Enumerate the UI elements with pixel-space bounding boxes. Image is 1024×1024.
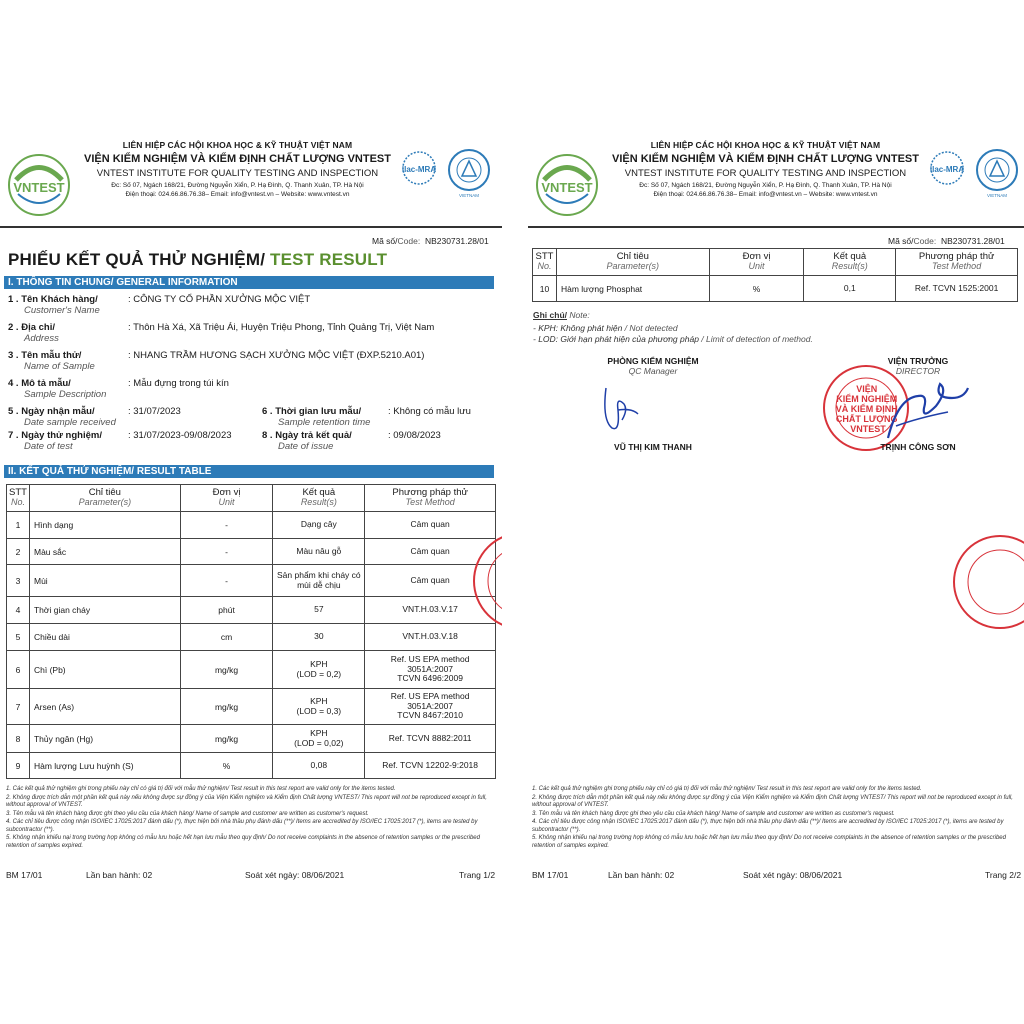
table-row: 5 Chiều dài cm 30 VNT.H.03.V.18 [7,624,496,651]
vntest-logo-icon [532,150,602,220]
info-label-en: Address [24,333,59,344]
issue-number: Lần ban hành: 02 [608,870,675,880]
table-row: 4 Thời gian cháy phút 57 VNT.H.03.V.17 [7,597,496,624]
table-row: 1 Hình dạng - Dạng cây Cảm quan [7,512,496,539]
footnote: 2. Không được trích dẫn một phần kết quả này nếu không được sự đồng ý của Viện Kiểm nghiệm và Kiểm định Chất lượng VNTEST/ This report will not be reproduced except in full, without approval of VNTEST. [6,794,487,808]
boa-accreditation-logo-icon [444,148,494,200]
table-header-row [7,485,496,512]
info-item: 8 . Ngày trả kết quả/ : 09/08/2023 Date of issue [262,430,502,452]
column-header: Phương pháp thử Test Method [365,485,496,512]
logo-text: VNTEST [541,180,593,195]
ilac-text: ilac-MRA [401,165,437,174]
director-name: TRỊNH CÔNG SƠN [880,442,956,452]
section-general-info: I. THÔNG TIN CHUNG/ GENERAL INFORMATION [4,276,494,289]
info-value: : 31/07/2023-09/08/2023 [128,430,232,441]
info-value: : CÔNG TY CỔ PHẦN XƯỞNG MỘC VIỆT [128,294,311,305]
footnote: 3. Tên mẫu và tên khách hàng được ghi theo yêu cầu của khách hàng/ Name of sample and customer are written as customer's request. [6,810,369,817]
federation-name: LIÊN HIỆP CÁC HỘI KHOA HỌC & KỸ THUẬT VIỆT NAM [650,140,881,150]
column-header: Chỉ tiêu Parameter(s) [29,485,180,512]
result-table-continued [532,248,1018,302]
form-number: BM 17/01 [6,870,43,880]
boa-accreditation-logo-icon [972,148,1022,200]
director-title: VIỆN TRƯỞNG [887,356,949,366]
issue-number: Lần ban hành: 02 [86,870,153,880]
footnote: 5. Không nhận khiếu nại trong trường hợp không có mẫu lưu hoặc hết hạn lưu mẫu theo quy định/ Do not receive complaints in the absence of retention samples or the prescribed retention of samples expired. [6,835,480,849]
table-row: 3 Mùi - Sản phẩm khi cháy có mùi dễ chịu Cảm quan [7,565,496,597]
logo-text: VNTEST [13,180,65,195]
footnotes [532,786,1020,851]
table-row: 10 Hàm lượng Phosphat % 0,1 Ref. TCVN 1525:2001 [533,276,1018,302]
table-row: 2 Màu sắc - Màu nâu gỗ Cảm quan [7,539,496,565]
ilac-mra-logo-icon [398,150,440,194]
table-row: 7 Arsen (As) mg/kg KPH (LOD = 0,3) Ref. US EPA method 3051A:2007 TCVN 8467:2010 [7,689,496,725]
column-header: STT No. [7,485,30,512]
review-date: Soát xét ngày: 08/06/2021 [245,870,345,880]
report-code: Mã số/Code: NB230731.28/01 [372,236,489,246]
info-label-en: Name of Sample [24,361,95,372]
footnote: 5. Không nhận khiếu nại trong trường hợp không có mẫu lưu hoặc hết hạn lưu mẫu theo quy định/ Do not receive complaints in the absence of retention samples or the prescribed retention of samples expired. [532,835,1006,849]
footnote: 2. Không được trích dẫn một phần kết quả này nếu không được sự đồng ý của Viện Kiểm nghiệm và Kiểm định Chất lượng VNTEST/ This report will not be reproduced except in full, without approval of VNTEST. [532,794,1013,808]
column-header: Đơn vị Unit [180,485,273,512]
boa-sub: VIETNAM [458,193,480,198]
report-page-1 [0,128,502,884]
info-item: 7 . Ngày thử nghiệm/ : 31/07/2023-09/08/2023 Date of test [8,430,258,452]
header-divider [0,226,502,228]
institute-address: Đc: Số 07, Ngách 168/21, Đường Nguyễn Xiển, P. Hạ Đình, Q. Thanh Xuân, TP. Hà Nội [639,182,892,189]
info-item: 1 . Tên Khách hàng/ : CÔNG TY CỔ PHẦN XƯỞNG MỘC VIỆT Customer's Name [8,294,498,316]
info-value: : Không có mẫu lưu [388,406,471,417]
info-item: 5 . Ngày nhận mẫu/ : 31/07/2023 Date sample received [8,406,258,428]
info-label-en: Date sample received [24,417,116,428]
institute-name-en: VNTEST INSTITUTE FOR QUALITY TESTING AND INSPECTION [624,168,907,179]
report-page-2 [528,128,1024,884]
info-value: : 31/07/2023 [128,406,181,417]
svg-text:VIỆN KIỂM NGHIỆM V: VIỆN KIỂM NGHIỆM VÀ KIỂM ĐỊNH CHẤT LƯỢNG VNTEST [835,384,898,434]
institute-name: VIỆN KIỂM NGHIỆM VÀ KIỂM ĐỊNH CHẤT LƯỢNG VNTEST [84,153,391,165]
ilac-mra-logo-icon [926,150,968,194]
column-header: Kết quả Result(s) [273,485,365,512]
table-row: 9 Hàm lượng Lưu huỳnh (S) % 0,08 Ref. TCVN 12202-9:2018 [7,753,496,779]
table-header-row [533,249,1018,276]
letterhead [0,128,502,228]
table-row: 6 Chì (Pb) mg/kg KPH (LOD = 0,2) Ref. US EPA method 3051A:2007 TCVN 6496:2009 [7,651,496,689]
institute-name: VIỆN KIỂM NGHIỆM VÀ KIỂM ĐỊNH CHẤT LƯỢNG VNTEST [612,153,919,165]
table-row: 8 Thủy ngân (Hg) mg/kg KPH (LOD = 0,02) Ref. TCVN 8882:2011 [7,725,496,753]
info-value: : Thôn Hà Xá, Xã Triệu Ái, Huyện Triệu Phong, Tỉnh Quảng Trị, Việt Nam [128,322,435,333]
letterhead [528,128,1024,228]
info-item: 2 . Địa chỉ/ : Thôn Hà Xá, Xã Triệu Ái, Huyện Triệu Phong, Tỉnh Quảng Trị, Việt Nam Address [8,322,498,344]
footnote: 4. Các chỉ tiêu được công nhận ISO/IEC 17025:2017 đánh dấu (*), thực hiện bởi nhà thầu phụ đánh dấu (**)/ Items are accredited by ISO/IEC 17025:2017 (*), items are tested by subcontractor (**). [6,819,478,833]
qc-signature-icon [598,380,648,440]
partial-stamp-edge-icon [470,526,502,636]
column-header: Chỉ tiêu Parameter(s) [556,249,709,276]
director-signature-icon [878,368,978,448]
form-number: BM 17/01 [532,870,569,880]
footnote: 1. Các kết quả thử nghiệm ghi trong phiếu này chỉ có giá trị đối với mẫu thử nghiệm/ Test result in this test report are valid only for the items tested. [6,786,396,792]
info-label-en: Date of issue [278,441,334,452]
info-value: : 09/08/2023 [388,430,441,441]
footnote: 3. Tên mẫu và tên khách hàng được ghi theo yêu cầu của khách hàng/ Name of sample and customer are written as customer's request. [532,810,895,817]
info-value: : NHANG TRẦM HƯƠNG SẠCH XƯỞNG MỘC VIỆT (ĐXP.5210.A01) [128,350,425,361]
page-number: Trang 2/2 [985,870,1022,880]
qc-subtitle: QC Manager [628,366,678,376]
footnote: 1. Các kết quả thử nghiệm ghi trong phiếu này chỉ có giá trị đối với mẫu thử nghiệm/ Test result in this test report are valid only for the items tested. [532,786,922,792]
column-header: Kết quả Result(s) [804,249,896,276]
institute-contact: Điện thoại: 024.66.86.76.38– Email: info@vntest.vn – Website: www.vntest.vn [653,191,878,198]
footnote: 4. Các chỉ tiêu được công nhận ISO/IEC 17025:2017 đánh dấu (*), thực hiện bởi nhà thầu phụ đánh dấu (**)/ Items are accredited by ISO/IEC 17025:2017 (*), items are tested by subcontractor (**). [532,819,1004,833]
review-date: Soát xét ngày: 08/06/2021 [743,870,843,880]
info-label-en: Sample retention time [278,417,371,428]
ilac-text: ilac-MRA [929,165,965,174]
footnotes [6,786,496,851]
info-label-en: Date of test [24,441,73,452]
page-number: Trang 1/2 [459,870,496,880]
report-code: Mã số/Code: NB230731.28/01 [888,236,1005,246]
vntest-logo-icon [4,150,74,220]
institute-name-en: VNTEST INSTITUTE FOR QUALITY TESTING AND INSPECTION [96,168,379,179]
table-notes: Ghi chú/ Note: - KPH: Không phát hiện / Not detected - LOD: Giới hạn phát hiện của phương pháp / Limit of detection of method. [533,310,813,344]
partial-stamp-edge-icon [950,532,1024,632]
federation-name: LIÊN HIỆP CÁC HỘI KHOA HỌC & KỸ THUẬT VIỆT NAM [122,140,353,150]
column-header: Đơn vị Unit [709,249,804,276]
institute-contact: Điện thoại: 024.66.86.76.38– Email: info@vntest.vn – Website: www.vntest.vn [125,191,350,198]
result-table [6,484,496,779]
info-label-en: Sample Description [24,389,107,400]
info-value: : Mẫu đựng trong túi kín [128,378,229,389]
info-label-en: Customer's Name [24,305,100,316]
column-header: Phương pháp thử Test Method [896,249,1018,276]
info-item: 6 . Thời gian lưu mẫu/ : Không có mẫu lưu Sample retention time [262,406,502,428]
director-subtitle: DIRECTOR [895,366,941,376]
column-header: STT No. [533,249,557,276]
boa-sub: VIETNAM [986,193,1008,198]
section-result-table: II. KẾT QUẢ THỬ NGHIỆM/ RESULT TABLE [4,465,494,478]
qc-title: PHÒNG KIỂM NGHIỆM [607,356,699,366]
page-title: PHIẾU KẾT QUẢ THỬ NGHIỆM/ TEST RESULT [8,250,388,269]
qc-manager-name: VŨ THỊ KIM THANH [614,442,692,452]
institute-address: Đc: Số 07, Ngách 168/21, Đường Nguyễn Xiển, P. Hạ Đình, Q. Thanh Xuân, TP. Hà Nội [111,182,364,189]
qc-manager-signature-block [578,356,728,376]
info-item: 3 . Tên mẫu thử/ : NHANG TRẦM HƯƠNG SẠCH XƯỞNG MỘC VIỆT (ĐXP.5210.A01) Name of Sample [8,350,498,372]
info-item: 4 . Mô tả mẫu/ : Mẫu đựng trong túi kín Sample Description [8,378,498,400]
header-divider [528,226,1024,228]
